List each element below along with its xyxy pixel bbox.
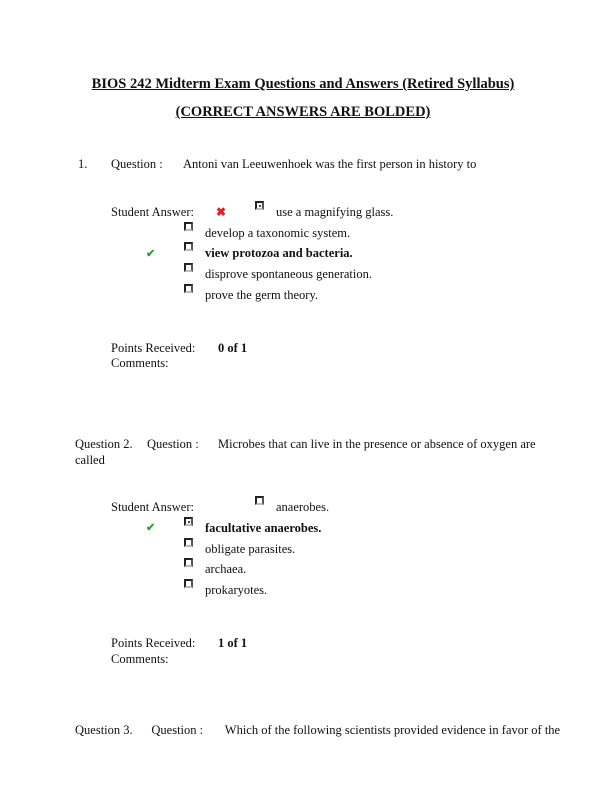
- radio-button[interactable]: [184, 558, 193, 567]
- student-answer-label: Student Answer:: [111, 205, 194, 219]
- student-answer-label: Student Answer:: [111, 500, 194, 514]
- comments-label: Comments:: [111, 356, 169, 370]
- question-label: Question :: [111, 157, 163, 171]
- answer-option: archaea.: [205, 562, 247, 576]
- answer-option: prove the germ theory.: [205, 288, 319, 302]
- answer-option: use a magnifying glass.: [276, 205, 394, 219]
- question-number: Question 2.: [75, 437, 133, 451]
- correct-check-icon: ✔: [146, 522, 156, 534]
- question-text: Antoni van Leeuwenhoek was the first person in history to: [183, 157, 477, 171]
- radio-button[interactable]: [184, 222, 193, 231]
- points-received-value: 0 of 1: [218, 341, 248, 355]
- answer-option-correct: view protozoa and bacteria.: [205, 246, 353, 260]
- answer-option-correct: facultative anaerobes.: [205, 521, 322, 535]
- radio-button[interactable]: [184, 284, 193, 293]
- radio-button[interactable]: [255, 496, 264, 505]
- comments-label: Comments:: [111, 652, 169, 666]
- radio-button[interactable]: [184, 538, 193, 547]
- correct-check-icon: ✔: [146, 248, 156, 260]
- document-subtitle: (CORRECT ANSWERS ARE BOLDED): [175, 104, 431, 120]
- document-title: BIOS 242 Midterm Exam Questions and Answers (Retired Syllabus): [91, 76, 515, 92]
- answer-option: obligate parasites.: [205, 542, 296, 556]
- answer-option: develop a taxonomic system.: [205, 226, 351, 240]
- points-received-label: Points Received:: [111, 341, 196, 355]
- points-received-label: Points Received:: [111, 636, 196, 650]
- points-received-value: 1 of 1: [218, 636, 248, 650]
- radio-button-selected[interactable]: [255, 201, 264, 210]
- answer-option: prokaryotes.: [205, 583, 268, 597]
- question-text-continued: called: [75, 453, 105, 467]
- question-number: 1.: [78, 157, 88, 171]
- question-label: Question :: [147, 437, 199, 451]
- radio-button[interactable]: [184, 579, 193, 588]
- incorrect-x-icon: ✖: [216, 205, 227, 219]
- radio-button-selected[interactable]: [184, 517, 193, 526]
- answer-option: anaerobes.: [276, 500, 330, 514]
- question-text: Microbes that can live in the presence or absence of oxygen are: [218, 437, 536, 451]
- radio-button[interactable]: [184, 242, 193, 251]
- question-3-text: Question 3. Question : Which of the following scientists provided evidence in favor of the: [75, 723, 561, 737]
- radio-button[interactable]: [184, 263, 193, 272]
- answer-option: disprove spontaneous generation.: [205, 267, 372, 281]
- question-3-clipped: [75, 722, 561, 737]
